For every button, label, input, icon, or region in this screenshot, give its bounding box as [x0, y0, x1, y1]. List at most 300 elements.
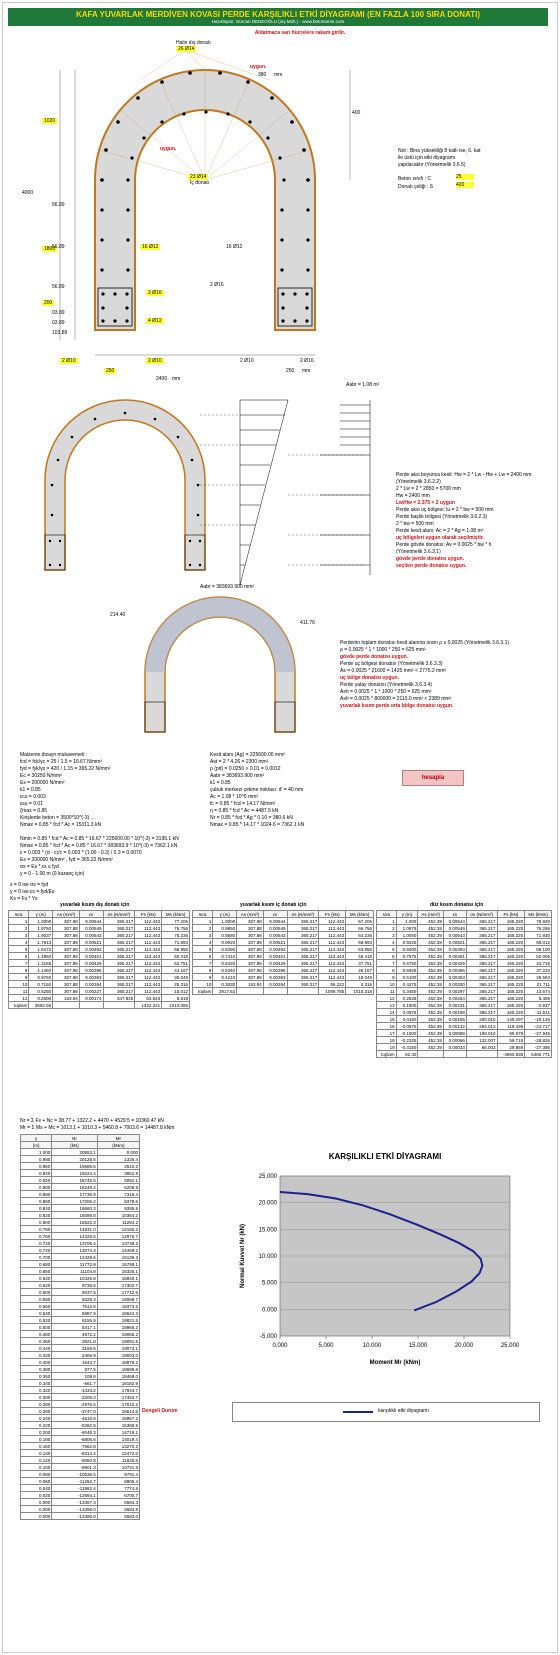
table-cell: 6887.9 — [52, 1310, 97, 1317]
table-cell: 0.480 — [21, 1331, 52, 1338]
table-cell: 0.00198 — [443, 1009, 466, 1016]
table-row — [21, 1331, 140, 1338]
table-cell: 0.920 — [21, 1177, 52, 1184]
table-row — [21, 1184, 140, 1191]
table-cell: 0.520 — [21, 1317, 52, 1324]
table-row — [21, 1212, 140, 1219]
table-cell: 112.443 — [135, 939, 162, 946]
table-cell: 6206.9 — [97, 1184, 139, 1191]
table-cell: 18821.5 — [97, 1317, 139, 1324]
x-tick-label: 10.000 — [362, 1343, 382, 1349]
table-cell: 16840.1 — [97, 1275, 139, 1282]
table-cell: 307.88 — [53, 981, 80, 988]
table-cell: 7 — [193, 960, 213, 967]
table-cell: 5584.3 — [97, 1499, 139, 1506]
author-line: Hazırlayan: Gürcan DEDEOĞLU (inş.Müh.) - www.betonarme.com — [211, 19, 345, 24]
table-cell: 0.9580 — [213, 932, 237, 939]
table-cell: 0.980 — [21, 1156, 52, 1163]
table-row — [21, 1317, 140, 1324]
table-cell: 5583.0 — [97, 1513, 139, 1520]
table-cell: 452.39 — [418, 925, 444, 932]
table-cell: 307.88 — [237, 918, 264, 925]
table-cell: -9801.3 — [52, 1464, 97, 1471]
table-cell: 165.220 — [497, 925, 525, 932]
totals-cell — [79, 1002, 103, 1009]
table-cell: 452.39 — [418, 932, 444, 939]
table-cell: 13706.4 — [52, 1240, 97, 1247]
table-cell: 1643.7 — [52, 1359, 97, 1366]
column-header: εs — [263, 911, 287, 918]
table-cell: 307.88 — [53, 967, 80, 974]
table-cell: 365.217 — [466, 939, 497, 946]
table-row — [21, 1163, 140, 1170]
table-cell: 16660.3 — [52, 1205, 97, 1212]
table-cell: 7774.8 — [97, 1485, 139, 1492]
table1-title: yuvarlak kısım dış donatı için — [60, 902, 130, 908]
dim-unit-1: mm — [274, 72, 283, 78]
table-cell: 0.00544 — [443, 918, 466, 925]
code-check-block-1: Perde aksi boyunca kesit: Hw = 2 * Lw - Hw + Lw = 2400 mm (Yönetmelik 3.6.2.2) 2 * Lw = 2 * 2850 = 5700 mm Hw = 2400 mm Lw/Hw = 2.375 > 2 uygun Perde aksi uç bölgesi: lu = 2 * bw = 500 mm Perde başlık bölgesi (Yönetmelik 3.6.2.3) 2 * bw = 500 mm Perde kesit alanı: Ac = 2 * Ag = 1.08 m² uç bölgeleri uygun olarak seçilmiştir. Perde gövde donatısı: Av = 0.0025 * bw * h (Yönetmelik 3.6.3.1) gövde perde donatısı uygun. seçilen perde donatısı uygun. — [396, 472, 532, 569]
table-cell: 149.297 — [497, 1016, 525, 1023]
wall-plan-drawing — [40, 40, 370, 370]
table-cell: 5052.1 — [97, 1177, 139, 1184]
table-cell: 0.4275 — [396, 981, 418, 988]
table-cell: 0.4210 — [213, 974, 237, 981]
table-row — [21, 1240, 140, 1247]
table-cell: 19 — [377, 1044, 397, 1051]
table-cell: 365.217 — [103, 953, 135, 960]
table-cell: 365.217 — [466, 981, 497, 988]
table-cell: 0.840 — [21, 1205, 52, 1212]
table-cell: 13074.3 — [52, 1247, 97, 1254]
table-cell: 18069.7 — [97, 1296, 139, 1303]
table-cell: 452.39 — [418, 974, 444, 981]
table-cell: 165.220 — [497, 953, 525, 960]
table-cell: 112.443 — [135, 967, 162, 974]
table-row — [9, 995, 190, 1002]
table-cell: 7 — [377, 960, 397, 967]
table-cell: 10425.8 — [52, 1275, 97, 1282]
table-cell: 0.400 — [21, 1359, 52, 1366]
interaction-table: y Nr Mr (m) (kN) (kNm) 1.000 20553.1 0.000 0.980 20128.6 1325.4 0.960 19685.6 2610.2 0.940 19224.4 3852.8 0.920 18745.5 5052.1 0.900 18249.2 6206.9 0.880 17735.9 7316.4 0.860 17206.2 8379.6 0.840 16660.3 9395.8 0.820 16098.8 10364.2 0.800 15522.3 11284.2 0.780 14931.0 12155.2 0.760 14325.5 12976.7 0.740 13706.4 13748.2 0.720 13074.3 14469.2 0.700 12429.6 15139.3 0.680 11772.9 15758.1 0.660 11104.8 16325.1 0.640 10425.8 16840.1 0.620 9736.5 17302.7 0.600 9037.5 17712.6 0.580 8329.3 18069.7 0.560 7612.6 18373.6 0.540 6887.9 18624.3 0.520 6155.9 18821.5 0.500 5417.1 18965.2 0.480 4672.2 19055.2 0.460 3921.8 19091.5 0.440 3166.5 19074.1 0.420 2406.9 19003.0 0.400 1643.7 18878.2 0.380 877.5 18699.8 0.360 108.8 18468.0 0.340 -661.7 18182.9 0.320 -1433.2 17844.7 0.300 -2205.0 17453.7 0.280 -2976.5 17010.2 0.260 -3747.0 16514.6 0.240 -4515.9 15967.2 0.220 -5282.5 15368.5 0.200 -6046.3 14719.1 0.180 -6806.6 14019.4 0.160 -7562.8 13270.2 0.140 -8314.4 12472.0 0.120 -9060.8 11625.6 0.100 -9801.3 10731.8 0.080 -10535.5 9791.4 0.060 -11262.7 8805.4 0.040 -11982.4 7774.8 0.020 -12694.1 6700.7 0.000 -13397.3 5584.3 0.000 -13396.0 5583.8 0.000 -13395.0 5583.0 — [20, 1134, 140, 1520]
table-cell: 12429.6 — [52, 1254, 97, 1261]
table-cell: -5282.5 — [52, 1422, 97, 1429]
balance-label: Dengeli Durum — [142, 1408, 178, 1414]
table-cell: 11284.2 — [97, 1219, 139, 1226]
bar-label-6: 2 Ø10 — [62, 358, 76, 364]
fyk-label: Donatı çeliği : S — [398, 184, 434, 190]
table-row — [377, 925, 552, 932]
table-cell: 0.000 — [21, 1499, 52, 1506]
table-cell: 18745.5 — [52, 1177, 97, 1184]
table-cell: 8379.6 — [97, 1198, 139, 1205]
column-header: sıra — [377, 911, 397, 918]
totals-cell — [466, 1051, 497, 1058]
projection-lines — [200, 415, 365, 565]
table-cell: 112.443 — [135, 932, 162, 939]
table-cell: 365.217 — [287, 932, 319, 939]
table-cell: 0.100 — [21, 1464, 52, 1471]
table-cell: 452.39 — [418, 1009, 444, 1016]
table3-title: düz kısım donatısı için — [430, 902, 484, 908]
table-cell: 0.500 — [21, 1324, 52, 1331]
table-cell: 37.751 — [346, 960, 374, 967]
table-cell: 0.00363 — [443, 974, 466, 981]
table-cell: 452.39 — [418, 988, 444, 995]
column-header: As (mm²) — [237, 911, 264, 918]
table-cell: 7 — [9, 960, 29, 967]
table-cell: 365.217 — [103, 918, 135, 925]
table-cell: 9 — [9, 974, 29, 981]
table-cell: 307.88 — [237, 960, 264, 967]
column-header: εs — [79, 911, 103, 918]
table-cell: 112.443 — [319, 939, 346, 946]
table-cell: -13397.3 — [52, 1499, 97, 1506]
table-cell: 18699.8 — [97, 1366, 139, 1373]
table-row — [193, 981, 374, 988]
table-cell: 165.220 — [497, 974, 525, 981]
table-cell: -11982.4 — [52, 1485, 97, 1492]
table-cell: -1433.2 — [52, 1387, 97, 1394]
table-row — [21, 1373, 140, 1380]
table-cell: 452.39 — [418, 967, 444, 974]
table-cell: 17712.6 — [97, 1289, 139, 1296]
table-cell: 307.88 — [237, 932, 264, 939]
table-cell: 0.00363 — [263, 974, 287, 981]
fck-label: Beton sınıfı : C — [398, 176, 432, 182]
table-cell: 66.756 — [346, 925, 374, 932]
side-label-2: 56.89 — [52, 244, 65, 250]
column-header: sıra — [193, 911, 213, 918]
table-cell: 10 — [9, 981, 29, 988]
table-cell: 365.217 — [287, 953, 319, 960]
column-header: As (mm²) — [53, 911, 80, 918]
table-cell: 7316.4 — [97, 1191, 139, 1198]
table-row — [21, 1450, 140, 1457]
table-cell: 132.007 — [466, 1037, 497, 1044]
table-cell: 14719.1 — [97, 1429, 139, 1436]
table-cell: 0.00330 — [443, 981, 466, 988]
table-cell: 0.7150 — [29, 981, 53, 988]
x-tick-label: 15.000 — [408, 1343, 428, 1349]
table-cell: 365.217 — [466, 974, 497, 981]
table-cell: 0.040 — [21, 1485, 52, 1492]
table-cell: 0.580 — [21, 1296, 52, 1303]
table-cell: 165.220 — [497, 918, 525, 925]
table-cell: 0.9020 — [213, 939, 237, 946]
table-cell: 0.00264 — [263, 981, 287, 988]
table-cell: 44.167 — [162, 967, 190, 974]
totals-cell — [103, 1002, 135, 1009]
table-cell: 16 — [377, 1023, 397, 1030]
totals-cell: 3692.56 — [29, 1002, 53, 1009]
table-cell: 37.233 — [525, 967, 552, 974]
table-cell: 0.00543 — [263, 932, 287, 939]
y-tick-label: 15.000 — [258, 1227, 277, 1234]
table-cell: 12472.0 — [97, 1450, 139, 1457]
table-cell: 153.94 — [53, 995, 80, 1002]
table-cell: 1.4850 — [29, 953, 53, 960]
table-cell: 0.00429 — [79, 960, 103, 967]
table-cell: 0.140 — [21, 1450, 52, 1457]
table-row — [21, 1303, 140, 1310]
bar-label-3: 2 Ø16 — [148, 290, 162, 296]
table-row — [377, 974, 552, 981]
table-cell: 307.88 — [237, 974, 264, 981]
table-cell: 6 — [377, 953, 397, 960]
table-cell: 18468.0 — [97, 1373, 139, 1380]
bottom-dim-unit-2: mm — [302, 368, 311, 374]
table-cell: 29.859 — [497, 1044, 525, 1051]
table-cell: 1.0000 — [213, 918, 237, 925]
table-cell: 307.88 — [237, 939, 264, 946]
table-cell: 365.217 — [466, 1002, 497, 1009]
totals-cell: toplam — [193, 988, 213, 995]
table-cell: -0.1500 — [396, 1030, 418, 1037]
totals-cell — [237, 988, 264, 995]
table-row — [193, 974, 374, 981]
table-cell: 2406.9 — [52, 1352, 97, 1359]
table-cell: 5583.8 — [97, 1506, 139, 1513]
table-cell: -0.0675 — [396, 1023, 418, 1030]
table-cell: 108.8 — [52, 1373, 97, 1380]
table-cell: 11 — [377, 988, 397, 995]
y-tick-label: 0.000 — [261, 1307, 277, 1314]
table-cell: 35.049 — [162, 974, 190, 981]
table-cell: 15 — [377, 1016, 397, 1023]
table-cell: 365.217 — [103, 932, 135, 939]
table-cell: 0.340 — [21, 1380, 52, 1387]
table-cell: 14325.5 — [52, 1233, 97, 1240]
table-cell: 0.760 — [21, 1233, 52, 1240]
table-cell: 452.39 — [418, 939, 444, 946]
table-row — [21, 1492, 140, 1499]
table-cell: 4 — [377, 939, 397, 946]
table-cell: 16325.1 — [97, 1268, 139, 1275]
table-cell: 347.825 — [103, 995, 135, 1002]
aabr-label: Aabr = 383693.900 mm² — [200, 584, 255, 590]
table-cell: 0.00521 — [263, 939, 287, 946]
table2-title: yuvarlak kısım iç donatı için — [240, 902, 307, 908]
table-cell: 19224.4 — [52, 1170, 97, 1177]
column-header: y (m) — [213, 911, 237, 918]
table-cell: 66.003 — [466, 1044, 497, 1051]
table-cell: 52.751 — [162, 960, 190, 967]
totals-cell: 5460.771 — [525, 1051, 552, 1058]
table-cell: 365.217 — [287, 960, 319, 967]
table-cell: 0.00297 — [443, 988, 466, 995]
table-cell: 330.016 — [466, 1016, 497, 1023]
table-cell: 13748.2 — [97, 1240, 139, 1247]
table-cell: 0.6750 — [396, 960, 418, 967]
column-header: y (m) — [29, 911, 53, 918]
table-cell: 8805.4 — [97, 1478, 139, 1485]
table-cell: 307.88 — [53, 960, 80, 967]
table-row — [9, 988, 190, 995]
table-cell: 16514.6 — [97, 1408, 139, 1415]
section-outline — [45, 400, 205, 570]
table-row — [9, 939, 190, 946]
x-tick-label: 20.000 — [454, 1343, 474, 1349]
table-cell: 14019.4 — [97, 1436, 139, 1443]
fyk-input[interactable] — [456, 182, 474, 188]
table-cell: 0.800 — [21, 1219, 52, 1226]
table-cell: 59.893 — [346, 939, 374, 946]
table-cell: 165.220 — [497, 967, 525, 974]
table-cell: 5 — [377, 946, 397, 953]
table-cell: 17844.7 — [97, 1387, 139, 1394]
table-row — [21, 1247, 140, 1254]
bar-label-8: 2 Ø10 — [240, 358, 254, 364]
table-cell: 0.660 — [21, 1268, 52, 1275]
table-row — [21, 1177, 140, 1184]
totals-row — [377, 1051, 552, 1058]
table-row — [377, 1002, 552, 1009]
y-tick-label: 5.000 — [261, 1280, 277, 1287]
table-cell: -19.126 — [525, 1016, 552, 1023]
table-cell: 15.012 — [162, 988, 190, 995]
totals-cell — [53, 1002, 80, 1009]
table-row — [21, 1191, 140, 1198]
table-cell: 20128.6 — [52, 1156, 97, 1163]
table-cell: 9395.8 — [97, 1205, 139, 1212]
column-header: As (mm²) — [418, 911, 444, 918]
table-cell: 2610.2 — [97, 1163, 139, 1170]
fck-input[interactable] — [456, 174, 474, 180]
table-cell: 452.39 — [418, 1037, 444, 1044]
table-cell: 0.3450 — [396, 988, 418, 995]
table-cell: 0.2500 — [29, 995, 53, 1002]
table-cell: 5 — [193, 946, 213, 953]
table-cell: 9 — [377, 974, 397, 981]
table-cell: 0.9750 — [29, 974, 53, 981]
table-cell: 0.00461 — [443, 953, 466, 960]
table-cell: -3747.0 — [52, 1408, 97, 1415]
compression-zone-hatch — [145, 597, 295, 672]
column-header: Fs (kN) — [497, 911, 525, 918]
table-cell: 53.956 — [346, 946, 374, 953]
table-cell: 307.88 — [237, 925, 264, 932]
table-cell: 0.300 — [21, 1394, 52, 1401]
table-cell: 112.443 — [135, 918, 162, 925]
table-cell: 1.1450 — [29, 967, 53, 974]
table-cell: 0.940 — [21, 1170, 52, 1177]
table-cell: -12694.1 — [52, 1492, 97, 1499]
table-cell: 21.711 — [525, 981, 552, 988]
table-outer-bars — [8, 910, 190, 1009]
table-cell: 11772.9 — [52, 1261, 97, 1268]
table-cell: 17453.7 — [97, 1394, 139, 1401]
table-cell: 0.00543 — [443, 932, 466, 939]
table-cell: 7612.6 — [52, 1303, 97, 1310]
left-dim-1: 1020 — [44, 118, 56, 124]
table-row — [9, 918, 190, 925]
table-cell: -11262.7 — [52, 1478, 97, 1485]
column-header: y (m) — [396, 911, 418, 918]
table-cell: 5.618 — [162, 995, 190, 1002]
table-cell: 1 — [377, 918, 397, 925]
table-cell: 15522.3 — [52, 1219, 97, 1226]
table-cell: 365.217 — [466, 1009, 497, 1016]
totals-cell: toplam — [377, 1051, 397, 1058]
table-cell: 76.256 — [525, 925, 552, 932]
table-cell: -6806.6 — [52, 1436, 97, 1443]
table-cell: 1 — [193, 918, 213, 925]
table-cell: 307.88 — [53, 953, 80, 960]
table-cell: 165.220 — [497, 932, 525, 939]
column-header: Ms (kNm) — [346, 911, 374, 918]
table-cell: 19091.5 — [97, 1338, 139, 1345]
bottom-dim-2: 2400 — [156, 376, 168, 382]
table-row — [21, 1198, 140, 1205]
side-label-6: 103.89 — [52, 330, 68, 336]
table-cell: 365.217 — [287, 918, 319, 925]
table-cell: 0.9850 — [213, 925, 237, 932]
table-row — [193, 918, 374, 925]
x-tick-label: 25.000 — [500, 1343, 520, 1349]
table-row — [377, 995, 552, 1002]
table-cell: 307.88 — [237, 967, 264, 974]
table-cell: 307.88 — [53, 988, 80, 995]
table-cell: 0.280 — [21, 1401, 52, 1408]
table-cell: 0.00396 — [79, 967, 103, 974]
table-row — [21, 1282, 140, 1289]
table-cell: 11625.6 — [97, 1457, 139, 1464]
table-cell: 0.00549 — [443, 925, 466, 932]
table-row — [193, 925, 374, 932]
table-cell: -6046.3 — [52, 1429, 97, 1436]
table-cell: 5 — [9, 946, 29, 953]
table-cell: 12 — [377, 995, 397, 1002]
table-cell: 0.540 — [21, 1310, 52, 1317]
table-cell: 0.7410 — [213, 953, 237, 960]
table-cell: 452.39 — [418, 1023, 444, 1030]
calculate-button[interactable]: hesapla — [402, 770, 464, 786]
table-cell: -661.7 — [52, 1380, 97, 1387]
bar-label-1: 16 Ø12 — [142, 244, 159, 250]
table-cell: 4 — [9, 939, 29, 946]
table-cell: 3921.8 — [52, 1338, 97, 1345]
table-cell: 452.39 — [418, 1016, 444, 1023]
totals-cell: 82.40 — [396, 1051, 418, 1058]
table-row — [21, 1310, 140, 1317]
table-row — [21, 1401, 140, 1408]
table-row — [193, 932, 374, 939]
column-header: σs (N/mm²) — [466, 911, 497, 918]
table-cell: 3 — [193, 932, 213, 939]
table-cell: 17735.9 — [52, 1191, 97, 1198]
table-cell: 0.00461 — [79, 953, 103, 960]
column-header: εs — [443, 911, 466, 918]
table-cell: 53.543 — [135, 995, 162, 1002]
table-cell: 452.39 — [418, 953, 444, 960]
totals-cell: 1010.318 — [346, 988, 374, 995]
table-cell: 452.39 — [418, 1030, 444, 1037]
table-row — [377, 1044, 552, 1051]
dim-right-value: 411.76 — [300, 620, 315, 626]
status-uygun-1: uygun. — [250, 64, 267, 70]
table-cell: 0.000 — [21, 1506, 52, 1513]
table-row — [21, 1366, 140, 1373]
table-cell: 1.0050 — [396, 932, 418, 939]
table-cell: -0.3150 — [396, 1044, 418, 1051]
table-cell: 307.88 — [53, 974, 80, 981]
table-cell: 112.443 — [319, 918, 346, 925]
table-row — [21, 1436, 140, 1443]
table-cell: 0.820 — [21, 1212, 52, 1219]
column-header: σs (N/mm²) — [103, 911, 135, 918]
table-cell: 76.756 — [162, 925, 190, 932]
